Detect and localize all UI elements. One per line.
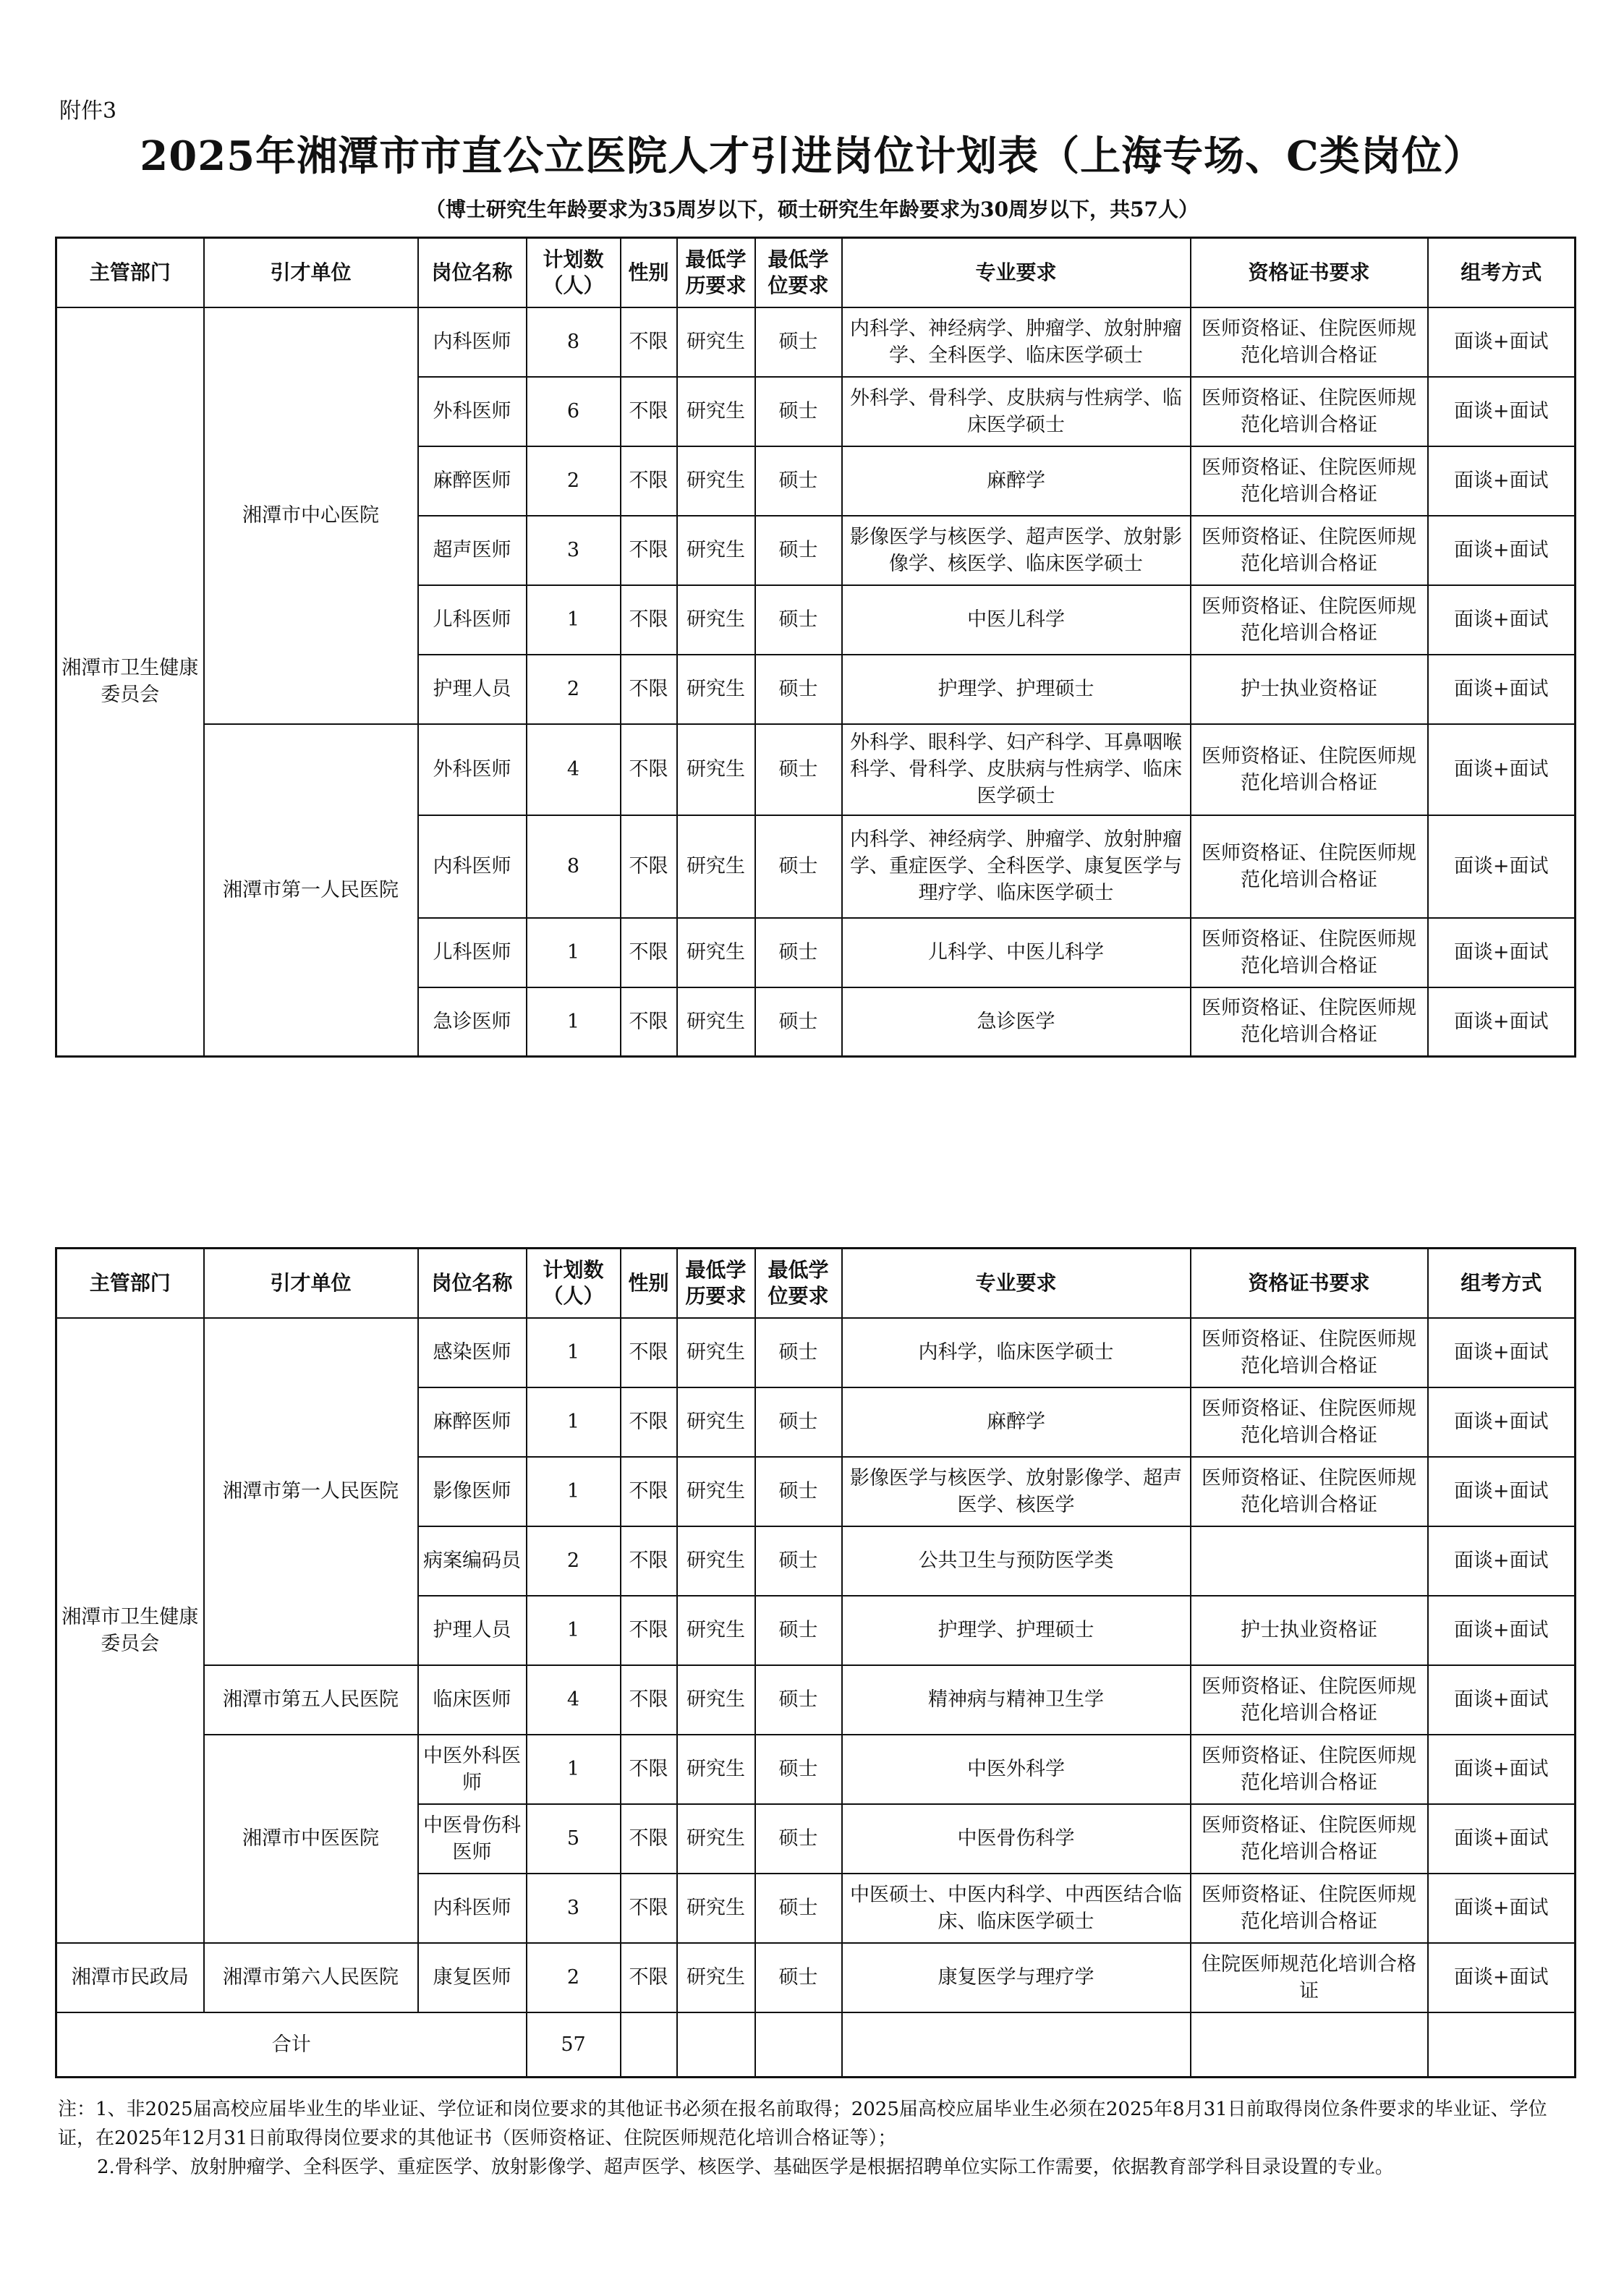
plan-table-2 — [55, 1247, 1576, 2078]
cert-cell: 护士执业资格证 — [1191, 655, 1428, 724]
cert-cell: 医师资格证、住院医师规范化培训合格证 — [1191, 1318, 1428, 1387]
unit-cell: 湘潭市第一人民医院 — [204, 724, 418, 1057]
exam-cell: 面谈+面试 — [1428, 446, 1576, 516]
post-cell: 中医骨伤科医师 — [418, 1804, 527, 1874]
major-cell: 中医骨伤科学 — [842, 1804, 1191, 1874]
unit-cell: 湘潭市第一人民医院 — [204, 1318, 418, 1665]
major-cell: 急诊医学 — [842, 987, 1191, 1057]
empty-cell — [1191, 2012, 1428, 2078]
exam-cell: 面谈+面试 — [1428, 1457, 1576, 1526]
education-cell: 研究生 — [677, 987, 755, 1057]
exam-cell: 面谈+面试 — [1428, 1804, 1576, 1874]
post-cell: 外科医师 — [418, 724, 527, 815]
gender-cell: 不限 — [621, 1526, 677, 1596]
header-count: 计划数（人） — [527, 238, 621, 307]
gender-cell: 不限 — [621, 1596, 677, 1665]
header-department: 主管部门 — [56, 1249, 204, 1318]
exam-cell: 面谈+面试 — [1428, 987, 1576, 1057]
exam-cell: 面谈+面试 — [1428, 1526, 1576, 1596]
post-cell: 康复医师 — [418, 1943, 527, 2012]
cert-cell: 住院医师规范化培训合格证 — [1191, 1943, 1428, 2012]
table-header-row — [56, 238, 1576, 307]
education-cell: 研究生 — [677, 1804, 755, 1874]
gender-cell: 不限 — [621, 1665, 677, 1735]
department-cell: 湘潭市民政局 — [56, 1943, 204, 2012]
gender-cell: 不限 — [621, 815, 677, 918]
major-cell: 外科学、骨科学、皮肤病与性病学、临床医学硕士 — [842, 377, 1191, 446]
footnote-2: 2.骨科学、放射肿瘤学、全科医学、重症医学、放射影像学、超声医学、核医学、基础医学是根据招聘单位实际工作需要，依据教育部学科目录设置的专业。 — [97, 2156, 1394, 2178]
education-cell: 研究生 — [677, 516, 755, 585]
count-cell: 8 — [527, 307, 621, 377]
gender-cell: 不限 — [621, 307, 677, 377]
exam-cell: 面谈+面试 — [1428, 1318, 1576, 1387]
degree-cell: 硕士 — [755, 918, 842, 987]
header-cert: 资格证书要求 — [1191, 1249, 1428, 1318]
gender-cell: 不限 — [621, 1874, 677, 1943]
count-cell: 1 — [527, 585, 621, 655]
major-cell: 影像医学与核医学、超声医学、放射影像学、核医学、临床医学硕士 — [842, 516, 1191, 585]
major-cell: 麻醉学 — [842, 446, 1191, 516]
exam-cell: 面谈+面试 — [1428, 1665, 1576, 1735]
exam-cell: 面谈+面试 — [1428, 1735, 1576, 1804]
gender-cell: 不限 — [621, 516, 677, 585]
cert-cell: 医师资格证、住院医师规范化培训合格证 — [1191, 1874, 1428, 1943]
table-header-row — [56, 1249, 1576, 1318]
cert-cell: 医师资格证、住院医师规范化培训合格证 — [1191, 987, 1428, 1057]
count-cell: 4 — [527, 724, 621, 815]
education-cell: 研究生 — [677, 815, 755, 918]
count-cell: 4 — [527, 1665, 621, 1735]
cert-cell: 医师资格证、住院医师规范化培训合格证 — [1191, 1665, 1428, 1735]
count-cell: 1 — [527, 1318, 621, 1387]
header-gender: 性别 — [621, 1249, 677, 1318]
post-cell: 内科医师 — [418, 307, 527, 377]
table-row — [56, 1665, 1576, 1735]
gender-cell: 不限 — [621, 1457, 677, 1526]
education-cell: 研究生 — [677, 1387, 755, 1457]
degree-cell: 硕士 — [755, 1596, 842, 1665]
gender-cell: 不限 — [621, 987, 677, 1057]
exam-cell: 面谈+面试 — [1428, 1387, 1576, 1457]
cert-cell — [1191, 1526, 1428, 1596]
empty-cell — [842, 2012, 1191, 2078]
count-cell: 3 — [527, 516, 621, 585]
post-cell: 急诊医师 — [418, 987, 527, 1057]
cert-cell: 医师资格证、住院医师规范化培训合格证 — [1191, 1387, 1428, 1457]
count-cell: 8 — [527, 815, 621, 918]
degree-cell: 硕士 — [755, 815, 842, 918]
page-title: 2025年湘潭市市直公立医院人才引进岗位计划表（上海专场、C类岗位） — [140, 132, 1484, 180]
major-cell: 公共卫生与预防医学类 — [842, 1526, 1191, 1596]
post-cell: 麻醉医师 — [418, 1387, 527, 1457]
gender-cell: 不限 — [621, 918, 677, 987]
count-cell: 2 — [527, 655, 621, 724]
exam-cell: 面谈+面试 — [1428, 815, 1576, 918]
exam-cell: 面谈+面试 — [1428, 377, 1576, 446]
post-cell: 影像医师 — [418, 1457, 527, 1526]
gender-cell: 不限 — [621, 1318, 677, 1387]
footnote-1: 注：1、非2025届高校应届毕业生的毕业证、学位证和岗位要求的其他证书必须在报名前取得；2025届高校应届毕业生必须在2025年8月31日前取得岗位条件要求的毕业证、学位证，在2025年12月31日前取得岗位要求的其他证书（医师资格证、住院医师规范化培训合格证等）； — [58, 2099, 1547, 2149]
empty-cell — [677, 2012, 755, 2078]
count-cell: 1 — [527, 1596, 621, 1665]
major-cell: 内科学，临床医学硕士 — [842, 1318, 1191, 1387]
table-row — [56, 1318, 1576, 1387]
cert-cell: 医师资格证、住院医师规范化培训合格证 — [1191, 516, 1428, 585]
degree-cell: 硕士 — [755, 724, 842, 815]
exam-cell: 面谈+面试 — [1428, 585, 1576, 655]
post-cell: 超声医师 — [418, 516, 527, 585]
post-cell: 护理人员 — [418, 1596, 527, 1665]
cert-cell: 护士执业资格证 — [1191, 1596, 1428, 1665]
count-cell: 5 — [527, 1804, 621, 1874]
header-post: 岗位名称 — [418, 238, 527, 307]
exam-cell: 面谈+面试 — [1428, 1874, 1576, 1943]
header-exam: 组考方式 — [1428, 238, 1576, 307]
post-cell: 病案编码员 — [418, 1526, 527, 1596]
header-major: 专业要求 — [842, 1249, 1191, 1318]
header-post: 岗位名称 — [418, 1249, 527, 1318]
cert-cell: 医师资格证、住院医师规范化培训合格证 — [1191, 1804, 1428, 1874]
gender-cell: 不限 — [621, 377, 677, 446]
degree-cell: 硕士 — [755, 1526, 842, 1596]
education-cell: 研究生 — [677, 585, 755, 655]
exam-cell: 面谈+面试 — [1428, 307, 1576, 377]
header-unit: 引才单位 — [204, 238, 418, 307]
empty-cell — [755, 2012, 842, 2078]
gender-cell: 不限 — [621, 655, 677, 724]
major-cell: 麻醉学 — [842, 1387, 1191, 1457]
degree-cell: 硕士 — [755, 1457, 842, 1526]
empty-cell — [1428, 2012, 1576, 2078]
total-label-cell: 合计 — [56, 2012, 527, 2078]
exam-cell: 面谈+面试 — [1428, 918, 1576, 987]
education-cell: 研究生 — [677, 1318, 755, 1387]
plan-table-1 — [55, 237, 1576, 1058]
education-cell: 研究生 — [677, 1457, 755, 1526]
unit-cell: 湘潭市中医医院 — [204, 1735, 418, 1943]
degree-cell: 硕士 — [755, 1874, 842, 1943]
degree-cell: 硕士 — [755, 516, 842, 585]
exam-cell: 面谈+面试 — [1428, 1943, 1576, 2012]
page-subtitle: （博士研究生年龄要求为35周岁以下，硕士研究生年龄要求为30周岁以下，共57人） — [425, 197, 1199, 221]
major-cell: 中医外科学 — [842, 1735, 1191, 1804]
major-cell: 儿科学、中医儿科学 — [842, 918, 1191, 987]
education-cell: 研究生 — [677, 307, 755, 377]
table-row — [56, 724, 1576, 815]
count-cell: 2 — [527, 1943, 621, 2012]
post-cell: 内科医师 — [418, 815, 527, 918]
degree-cell: 硕士 — [755, 1318, 842, 1387]
header-education: 最低学历要求 — [677, 238, 755, 307]
degree-cell: 硕士 — [755, 1735, 842, 1804]
degree-cell: 硕士 — [755, 1943, 842, 2012]
attachment-label: 附件3 — [59, 98, 117, 124]
major-cell: 精神病与精神卫生学 — [842, 1665, 1191, 1735]
unit-cell: 湘潭市第五人民医院 — [204, 1665, 418, 1735]
gender-cell: 不限 — [621, 1804, 677, 1874]
exam-cell: 面谈+面试 — [1428, 724, 1576, 815]
department-cell: 湘潭市卫生健康委员会 — [56, 307, 204, 1057]
degree-cell: 硕士 — [755, 987, 842, 1057]
post-cell: 感染医师 — [418, 1318, 527, 1387]
unit-cell: 湘潭市第六人民医院 — [204, 1943, 418, 2012]
gender-cell: 不限 — [621, 1943, 677, 2012]
degree-cell: 硕士 — [755, 1665, 842, 1735]
major-cell: 中医儿科学 — [842, 585, 1191, 655]
count-cell: 1 — [527, 1735, 621, 1804]
unit-cell: 湘潭市中心医院 — [204, 307, 418, 724]
count-cell: 6 — [527, 377, 621, 446]
degree-cell: 硕士 — [755, 446, 842, 516]
major-cell: 护理学、护理硕士 — [842, 655, 1191, 724]
cert-cell: 医师资格证、住院医师规范化培训合格证 — [1191, 918, 1428, 987]
cert-cell: 医师资格证、住院医师规范化培训合格证 — [1191, 446, 1428, 516]
table-row — [56, 307, 1576, 377]
degree-cell: 硕士 — [755, 307, 842, 377]
degree-cell: 硕士 — [755, 655, 842, 724]
header-cert: 资格证书要求 — [1191, 238, 1428, 307]
header-gender: 性别 — [621, 238, 677, 307]
major-cell: 影像医学与核医学、放射影像学、超声医学、核医学 — [842, 1457, 1191, 1526]
count-cell: 1 — [527, 987, 621, 1057]
cert-cell: 医师资格证、住院医师规范化培训合格证 — [1191, 377, 1428, 446]
count-cell: 1 — [527, 1387, 621, 1457]
degree-cell: 硕士 — [755, 377, 842, 446]
count-cell: 1 — [527, 1457, 621, 1526]
header-education: 最低学历要求 — [677, 1249, 755, 1318]
gender-cell: 不限 — [621, 1735, 677, 1804]
cert-cell: 医师资格证、住院医师规范化培训合格证 — [1191, 815, 1428, 918]
count-cell: 1 — [527, 918, 621, 987]
major-cell: 中医硕士、中医内科学、中西医结合临床、临床医学硕士 — [842, 1874, 1191, 1943]
education-cell: 研究生 — [677, 1665, 755, 1735]
header-unit: 引才单位 — [204, 1249, 418, 1318]
header-exam: 组考方式 — [1428, 1249, 1576, 1318]
total-value-cell: 57 — [527, 2012, 621, 2078]
post-cell: 内科医师 — [418, 1874, 527, 1943]
degree-cell: 硕士 — [755, 1804, 842, 1874]
cert-cell: 医师资格证、住院医师规范化培训合格证 — [1191, 1735, 1428, 1804]
post-cell: 护理人员 — [418, 655, 527, 724]
major-cell: 内科学、神经病学、肿瘤学、放射肿瘤学、全科医学、临床医学硕士 — [842, 307, 1191, 377]
count-cell: 2 — [527, 1526, 621, 1596]
cert-cell: 医师资格证、住院医师规范化培训合格证 — [1191, 724, 1428, 815]
education-cell: 研究生 — [677, 1943, 755, 2012]
header-degree: 最低学位要求 — [755, 238, 842, 307]
gender-cell: 不限 — [621, 1387, 677, 1457]
header-major: 专业要求 — [842, 238, 1191, 307]
education-cell: 研究生 — [677, 655, 755, 724]
exam-cell: 面谈+面试 — [1428, 516, 1576, 585]
major-cell: 外科学、眼科学、妇产科学、耳鼻咽喉科学、骨科学、皮肤病与性病学、临床医学硕士 — [842, 724, 1191, 815]
education-cell: 研究生 — [677, 1735, 755, 1804]
post-cell: 儿科医师 — [418, 918, 527, 987]
count-cell: 2 — [527, 446, 621, 516]
education-cell: 研究生 — [677, 724, 755, 815]
education-cell: 研究生 — [677, 446, 755, 516]
exam-cell: 面谈+面试 — [1428, 1596, 1576, 1665]
gender-cell: 不限 — [621, 724, 677, 815]
table-row — [56, 1943, 1576, 2012]
cert-cell: 医师资格证、住院医师规范化培训合格证 — [1191, 585, 1428, 655]
major-cell: 内科学、神经病学、肿瘤学、放射肿瘤学、重症医学、全科医学、康复医学与理疗学、临床医学硕士 — [842, 815, 1191, 918]
header-department: 主管部门 — [56, 238, 204, 307]
gender-cell: 不限 — [621, 446, 677, 516]
empty-cell — [621, 2012, 677, 2078]
department-cell: 湘潭市卫生健康委员会 — [56, 1318, 204, 1943]
footnotes — [58, 2095, 1570, 2182]
count-cell: 3 — [527, 1874, 621, 1943]
total-row — [56, 2012, 1576, 2078]
post-cell: 外科医师 — [418, 377, 527, 446]
major-cell: 康复医学与理疗学 — [842, 1943, 1191, 2012]
cert-cell: 医师资格证、住院医师规范化培训合格证 — [1191, 1457, 1428, 1526]
exam-cell: 面谈+面试 — [1428, 655, 1576, 724]
post-cell: 中医外科医师 — [418, 1735, 527, 1804]
header-count: 计划数（人） — [527, 1249, 621, 1318]
education-cell: 研究生 — [677, 918, 755, 987]
education-cell: 研究生 — [677, 377, 755, 446]
education-cell: 研究生 — [677, 1874, 755, 1943]
education-cell: 研究生 — [677, 1526, 755, 1596]
education-cell: 研究生 — [677, 1596, 755, 1665]
post-cell: 儿科医师 — [418, 585, 527, 655]
major-cell: 护理学、护理硕士 — [842, 1596, 1191, 1665]
table-row — [56, 1735, 1576, 1804]
degree-cell: 硕士 — [755, 1387, 842, 1457]
cert-cell: 医师资格证、住院医师规范化培训合格证 — [1191, 307, 1428, 377]
post-cell: 临床医师 — [418, 1665, 527, 1735]
degree-cell: 硕士 — [755, 585, 842, 655]
gender-cell: 不限 — [621, 585, 677, 655]
post-cell: 麻醉医师 — [418, 446, 527, 516]
header-degree: 最低学位要求 — [755, 1249, 842, 1318]
